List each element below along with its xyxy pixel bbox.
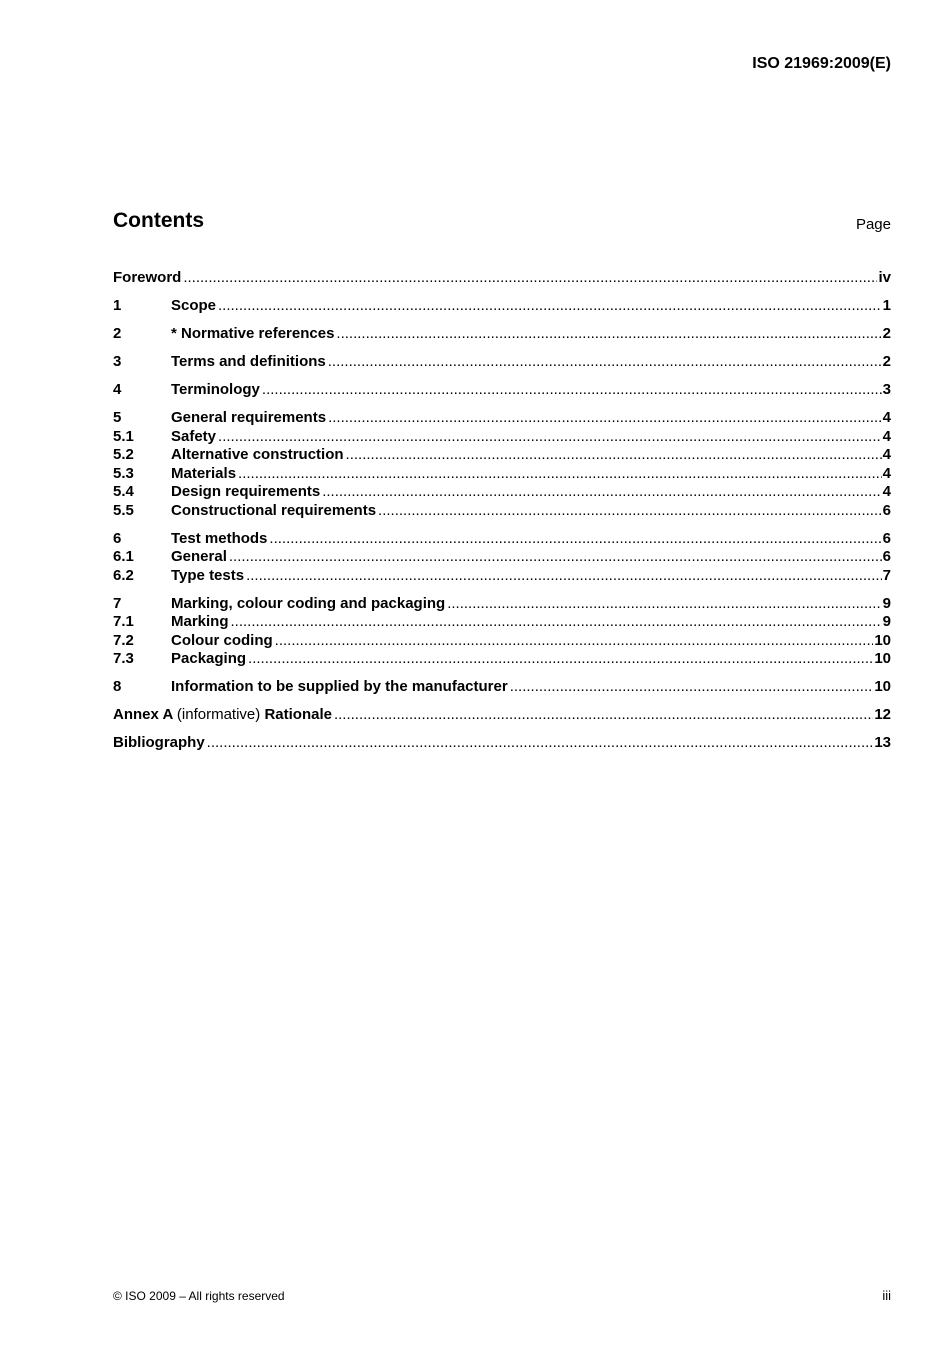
toc-entry-title: Alternative construction	[171, 446, 344, 463]
leader-dots	[328, 409, 882, 426]
toc-entry[interactable]	[113, 381, 891, 400]
toc-entry-page: 10	[874, 631, 891, 649]
toc-entry-number: 6.2	[113, 566, 134, 584]
contents-heading: Contents	[113, 209, 204, 232]
toc-entry[interactable]	[113, 483, 891, 502]
leader-dots	[336, 325, 881, 342]
toc-entry-title: Test methods	[171, 529, 268, 547]
annex-type: (informative)	[176, 706, 261, 723]
toc-entry-title: Bibliography	[113, 734, 205, 751]
toc-entry[interactable]	[113, 353, 891, 372]
toc-entry-number: 7.1	[113, 613, 134, 630]
toc-entry-title: General	[171, 548, 227, 565]
toc-entry-title: * Normative references	[171, 325, 335, 342]
toc-entry-page: 13	[874, 734, 891, 751]
toc-entry-page: 2	[882, 353, 891, 370]
toc-entry-number: 3	[113, 353, 122, 370]
toc-entry-number: 5.4	[113, 483, 134, 500]
toc-entry[interactable]	[113, 678, 891, 697]
toc-entry[interactable]	[113, 548, 891, 567]
toc-entry-page: 10	[874, 650, 891, 667]
annex-label: Annex A	[113, 706, 173, 723]
toc-entry-title: Scope	[171, 297, 217, 314]
toc-entry-page: 4	[882, 464, 891, 482]
leader-dots	[246, 567, 882, 584]
toc-entry-title: Safety	[171, 427, 217, 445]
toc-entry-title: Colour coding	[171, 631, 273, 649]
toc-entry-number: 6.1	[113, 548, 134, 565]
table-of-contents	[113, 269, 891, 753]
toc-entry-number: 1	[113, 297, 122, 314]
toc-entry-page: 4	[882, 409, 891, 426]
toc-entry[interactable]	[113, 465, 891, 484]
toc-entry[interactable]	[113, 632, 891, 651]
toc-entry-page: 10	[874, 678, 891, 695]
toc-entry-page: 6	[882, 529, 891, 547]
toc-entry-number: 5.5	[113, 501, 134, 519]
toc-entry[interactable]	[113, 613, 891, 632]
leader-dots	[207, 734, 874, 751]
toc-entry-title: Materials	[171, 464, 237, 482]
toc-entry-page: 9	[882, 613, 891, 630]
toc-entry-title: Marking	[171, 613, 229, 630]
footer-page-number: iii	[882, 1288, 891, 1303]
leader-dots	[346, 446, 882, 463]
toc-entry-page: 4	[882, 446, 891, 463]
toc-entry[interactable]	[113, 297, 891, 316]
toc-entry[interactable]	[113, 650, 891, 669]
page-column-label: Page	[855, 216, 891, 233]
footer-copyright: © ISO 2009 – All rights reserved	[113, 1289, 285, 1303]
toc-entry-number: 8	[113, 678, 122, 695]
toc-entry-page: 2	[882, 325, 891, 342]
toc-entry-title: Design requirements	[171, 483, 321, 500]
leader-dots	[275, 632, 874, 649]
toc-entry[interactable]	[113, 595, 891, 614]
leader-dots	[334, 706, 873, 723]
toc-entry-page: 12	[874, 706, 891, 723]
toc-entry-title: Terminology	[171, 381, 260, 398]
toc-entry-page: 4	[882, 483, 891, 500]
leader-dots	[378, 502, 882, 519]
toc-entry-bibliography[interactable]	[113, 734, 891, 753]
toc-entry-number: 2	[113, 325, 122, 342]
toc-entry-page: 4	[882, 427, 891, 445]
toc-entry-annex-a[interactable]	[113, 706, 891, 725]
toc-entry-page: 7	[882, 566, 891, 584]
leader-dots	[328, 353, 882, 370]
toc-entry-title: Packaging	[171, 650, 247, 667]
toc-entry-title: Constructional requirements	[171, 501, 377, 519]
toc-entry-page: 3	[882, 381, 891, 398]
leader-dots	[183, 269, 877, 286]
toc-entry-number: 7.3	[113, 650, 134, 667]
toc-entry-page: 1	[882, 297, 891, 314]
toc-entry[interactable]	[113, 567, 891, 586]
annex-title: Rationale	[264, 706, 332, 723]
toc-entry-number: 5.3	[113, 464, 134, 482]
leader-dots	[510, 678, 874, 695]
leader-dots	[218, 297, 882, 314]
leader-dots	[322, 483, 881, 500]
toc-entry-number: 6	[113, 529, 122, 547]
leader-dots	[238, 465, 882, 482]
toc-entry-title: Information to be supplied by the manufacturer	[171, 678, 508, 695]
toc-entry-number: 4	[113, 381, 122, 398]
toc-entry[interactable]	[113, 409, 891, 428]
toc-entry[interactable]	[113, 502, 891, 521]
leader-dots	[447, 595, 881, 612]
toc-entry-number: 7.2	[113, 631, 134, 649]
toc-entry-page: 9	[882, 594, 891, 612]
leader-dots	[231, 613, 882, 630]
leader-dots	[218, 428, 882, 445]
header-doc-code: ISO 21969:2009(E)	[752, 55, 891, 72]
toc-entry[interactable]	[113, 269, 891, 288]
toc-entry-number: 7	[113, 594, 122, 612]
toc-entry-number: 5.2	[113, 446, 134, 463]
toc-entry-number: 5.1	[113, 427, 134, 445]
leader-dots	[229, 548, 882, 565]
toc-entry-title: Type tests	[171, 566, 245, 584]
toc-entry[interactable]	[113, 446, 891, 465]
toc-entry[interactable]	[113, 325, 891, 344]
toc-entry-number: 5	[113, 409, 122, 426]
leader-dots	[262, 381, 882, 398]
toc-entry-title: Terms and definitions	[171, 353, 326, 370]
toc-entry[interactable]	[113, 530, 891, 549]
toc-entry-title: General requirements	[171, 409, 327, 426]
toc-entry-page: 6	[882, 548, 891, 565]
toc-entry[interactable]	[113, 428, 891, 447]
leader-dots	[248, 650, 873, 667]
leader-dots	[269, 530, 881, 547]
toc-entry-page: 6	[882, 501, 891, 519]
toc-entry-page: iv	[878, 269, 891, 286]
toc-entry-title: Foreword	[113, 269, 182, 286]
toc-entry-title: Marking, colour coding and packaging	[171, 594, 446, 612]
